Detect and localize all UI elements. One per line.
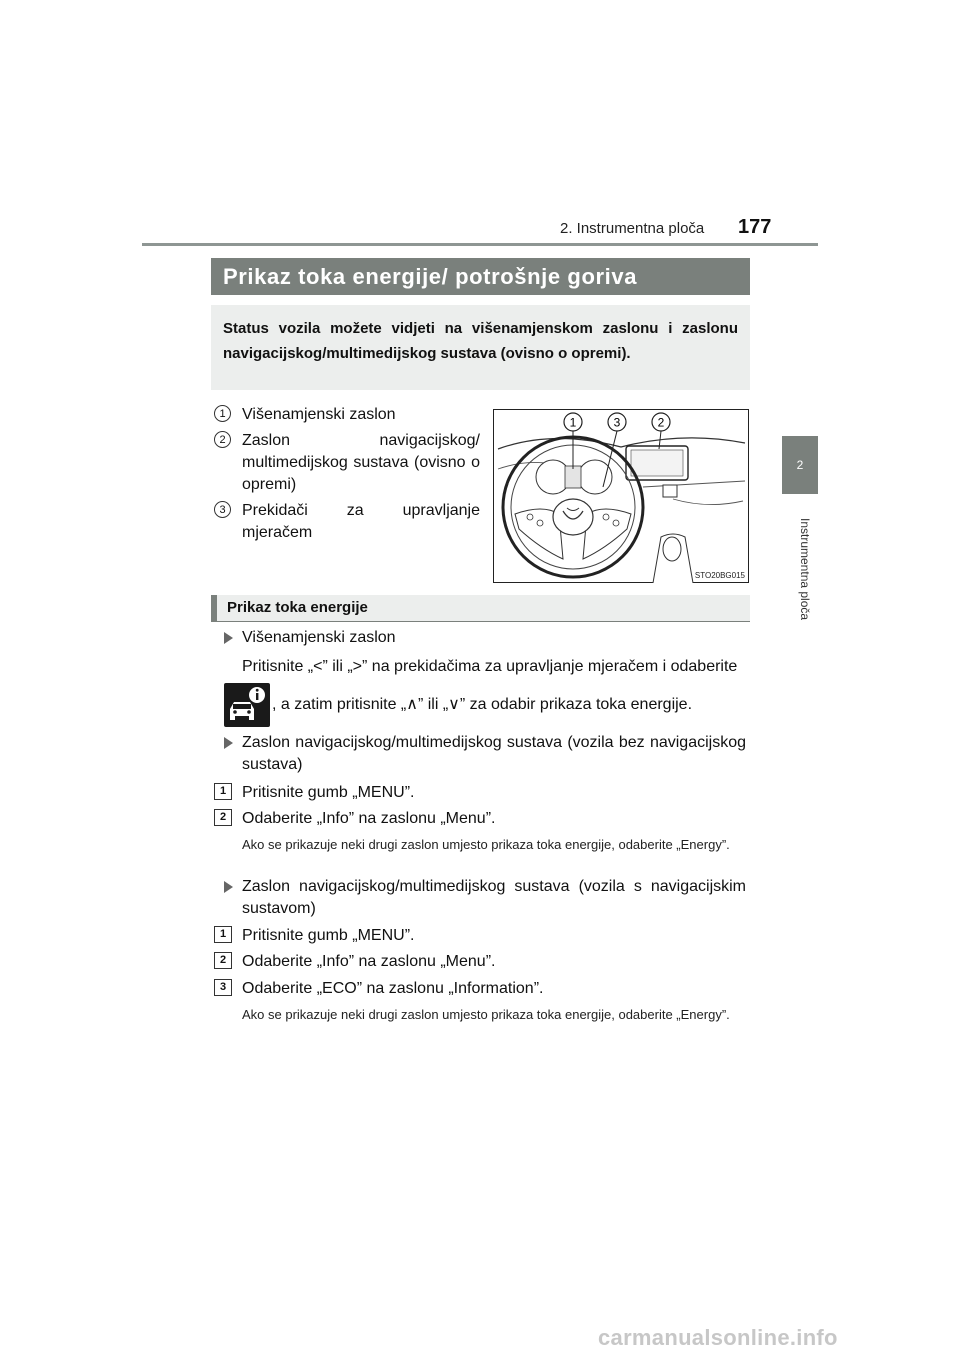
chapter-tab-label: Instrumentna ploča — [798, 517, 812, 621]
sec3-step-3-number: 3 — [214, 979, 232, 996]
bullet-arrow-icon — [224, 632, 233, 644]
intro-box: Status vozila možete vidjeti na višenamjenskom zaslonu i zaslonu navigacijskog/multimedijskog sustava (ovisno o opremi). — [211, 305, 750, 390]
sec3-step-2: Odaberite „Info” na zaslonu „Menu”. — [242, 953, 496, 970]
sec2-step-1-number: 1 — [214, 783, 232, 800]
callout-number-3: 3 — [214, 501, 231, 518]
sec2-step-2-number: 2 — [214, 809, 232, 826]
illus-callout-3: 3 — [613, 415, 621, 430]
bullet-arrow-icon — [224, 737, 233, 749]
callout-number-2: 2 — [214, 431, 231, 448]
vehicle-info-icon — [224, 683, 270, 727]
header-divider — [142, 243, 818, 246]
illus-callout-1: 1 — [569, 415, 577, 430]
sec2-note: Ako se prikazuje neki drugi zaslon umjesto prikaza toka energije, odaberite „Energy”. — [242, 837, 730, 852]
illustration-code: STO20BG015 — [694, 571, 745, 580]
sec2-step-1: Pritisnite gumb „MENU”. — [242, 784, 415, 801]
sec2-step-2: Odaberite „Info” na zaslonu „Menu”. — [242, 810, 496, 827]
sec3-note: Ako se prikazuje neki drugi zaslon umjesto prikaza toka energije, odaberite „Energy”. — [242, 1007, 730, 1022]
section-title: Prikaz toka energije/ potrošnje goriva — [211, 258, 750, 295]
dashboard-illustration — [493, 409, 749, 583]
sec3-step-3: Odaberite „ECO” na zaslonu „Information”. — [242, 980, 544, 997]
sec3-heading: Zaslon navigacijskog/multimedijskog sustava (vozila s navigacijskim sustavom) — [224, 876, 746, 920]
sec2-heading: Zaslon navigacijskog/multimedijskog sustava (vozila bez navigacijskog sustava) — [224, 732, 746, 776]
sec3-step-2-number: 2 — [214, 952, 232, 969]
sec1-heading: Višenamjenski zaslon — [224, 627, 746, 649]
bullet-arrow-icon — [224, 881, 233, 893]
sec3-step-1-number: 1 — [214, 926, 232, 943]
sec1-line1: Pritisnite „<” ili „>” na prekidačima za upravljanje mjeračem i odaberite — [242, 658, 738, 675]
illus-callout-2: 2 — [657, 415, 665, 430]
legend-text-2: Zaslon navigacijskog/ multimedijskog sustava (ovisno o opremi) — [242, 432, 480, 493]
page-number: 177 — [738, 216, 772, 238]
running-header-section: 2. Instrumentna ploča — [560, 220, 705, 237]
legend-text-3: Prekidači za upravljanje mjeračem — [242, 502, 480, 541]
legend-text-1: Višenamjenski zaslon — [242, 406, 396, 423]
chapter-tab: 2 — [782, 436, 818, 494]
subsection-heading: Prikaz toka energije — [211, 595, 750, 622]
callout-number-1: 1 — [214, 405, 231, 422]
sec3-step-1: Pritisnite gumb „MENU”. — [242, 927, 415, 944]
sec1-line2: , a zatim pritisnite „∧” ili „∨” za odabir prikaza toka energije. — [272, 696, 693, 713]
watermark: carmanualsonline.info — [598, 1325, 838, 1350]
